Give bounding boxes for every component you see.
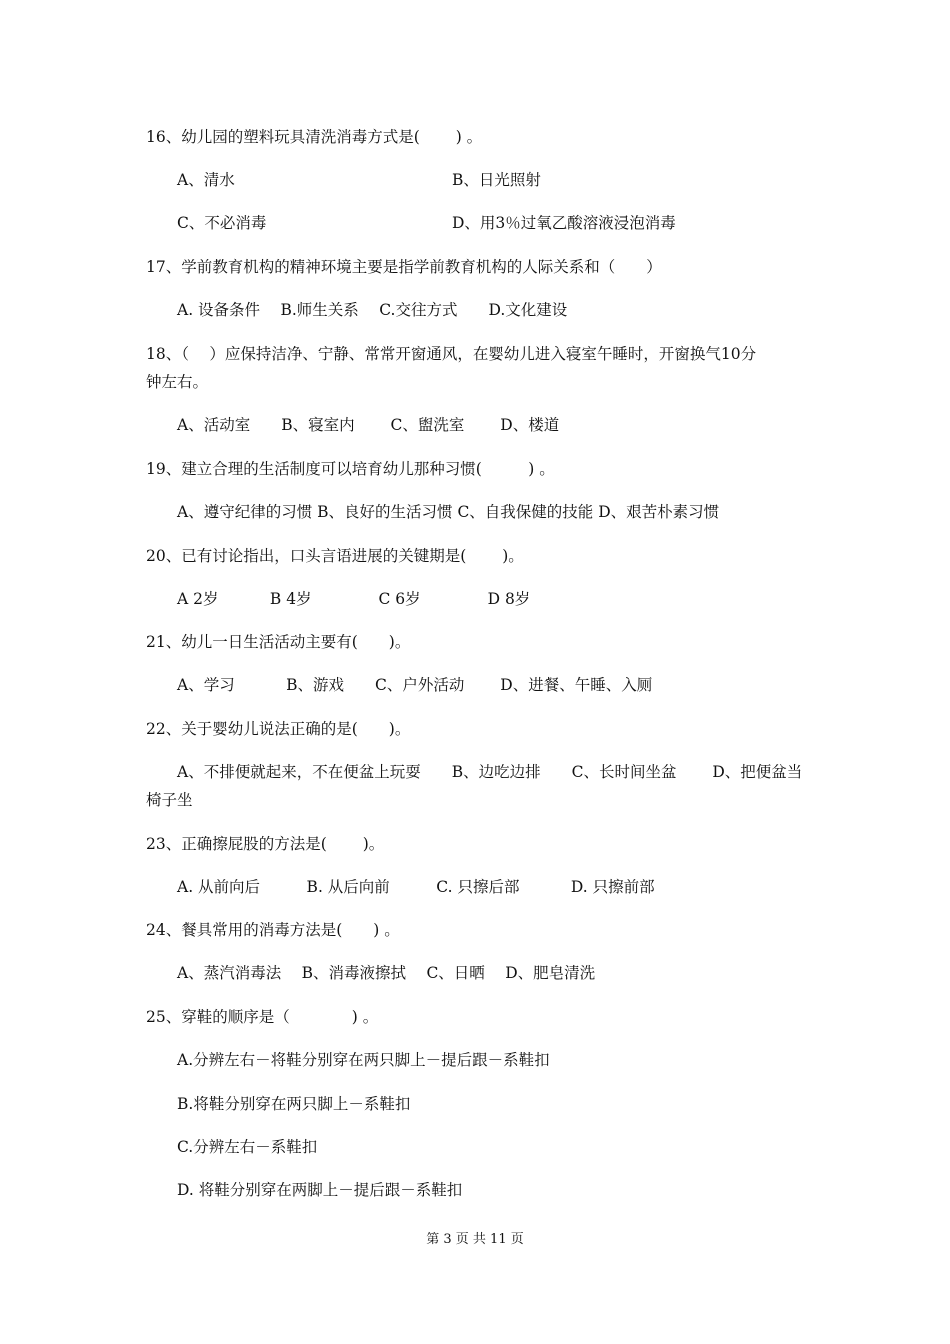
- q20-options: A 2岁 B 4岁 C 6岁 D 8岁: [177, 590, 531, 608]
- q17-stem: 17、学前教育机构的精神环境主要是指学前教育机构的人际关系和（ ）: [146, 258, 662, 276]
- q25-option-a: A.分辨左右－将鞋分别穿在两只脚上－提后跟－系鞋扣: [177, 1051, 550, 1069]
- q16-option-d: D、用3％过氧乙酸溶液浸泡消毒: [452, 214, 676, 232]
- q18-stem-line2: 钟左右。: [146, 373, 209, 391]
- q23-stem: 23、正确擦屁股的方法是( )。: [146, 835, 385, 853]
- q22-stem: 22、关于婴幼儿说法正确的是( )。: [146, 720, 411, 738]
- q21-stem: 21、幼儿一日生活活动主要有( )。: [146, 633, 411, 651]
- q17-options: A. 设备条件 B.师生关系 C.交往方式 D.文化建设: [177, 301, 568, 319]
- page-footer: 第 3 页 共 11 页: [426, 1232, 524, 1247]
- q23-options: A. 从前向后 B. 从后向前 C. 只擦后部 D. 只擦前部: [177, 878, 655, 896]
- q22-options-line1: A、不排便就起来，不在便盆上玩耍 B、边吃边排 C、长时间坐盆 D、把便盆当: [177, 763, 803, 781]
- q18-stem-line1: 18、（ ）应保持洁净、宁静、常常开窗通风，在婴幼儿进入寝室午睡时，开窗换气10分: [146, 345, 757, 363]
- q21-options: A、学习 B、游戏 C、户外活动 D、进餐、午睡、入厕: [177, 676, 653, 694]
- q16-option-a: A、清水: [177, 171, 235, 189]
- q25-option-d: D. 将鞋分别穿在两脚上－提后跟－系鞋扣: [177, 1181, 463, 1199]
- q16-option-b: B、日光照射: [452, 171, 541, 189]
- q19-stem: 19、建立合理的生活制度可以培育幼儿那种习惯( ) 。: [146, 460, 555, 478]
- q16-stem: 16、幼儿园的塑料玩具清洗消毒方式是( ) 。: [146, 128, 483, 146]
- q19-options: A、遵守纪律的习惯 B、良好的生活习惯 C、自我保健的技能 D、艰苦朴素习惯: [177, 503, 720, 521]
- q18-options: A、活动室 B、寝室内 C、盥洗室 D、楼道: [177, 416, 560, 434]
- q25-stem: 25、穿鞋的顺序是（ ) 。: [146, 1008, 379, 1026]
- q25-option-c: C.分辨左右－系鞋扣: [177, 1138, 318, 1156]
- q20-stem: 20、已有讨论指出，口头言语进展的关键期是( )。: [146, 547, 524, 565]
- q22-options-line2: 椅子坐: [146, 791, 193, 809]
- q16-option-c: C、不必消毒: [177, 214, 267, 232]
- q25-option-b: B.将鞋分别穿在两只脚上－系鞋扣: [177, 1095, 411, 1113]
- q24-options: A、蒸汽消毒法 B、消毒液擦拭 C、日晒 D、肥皂清洗: [177, 964, 596, 982]
- q24-stem: 24、餐具常用的消毒方法是( ) 。: [146, 921, 400, 939]
